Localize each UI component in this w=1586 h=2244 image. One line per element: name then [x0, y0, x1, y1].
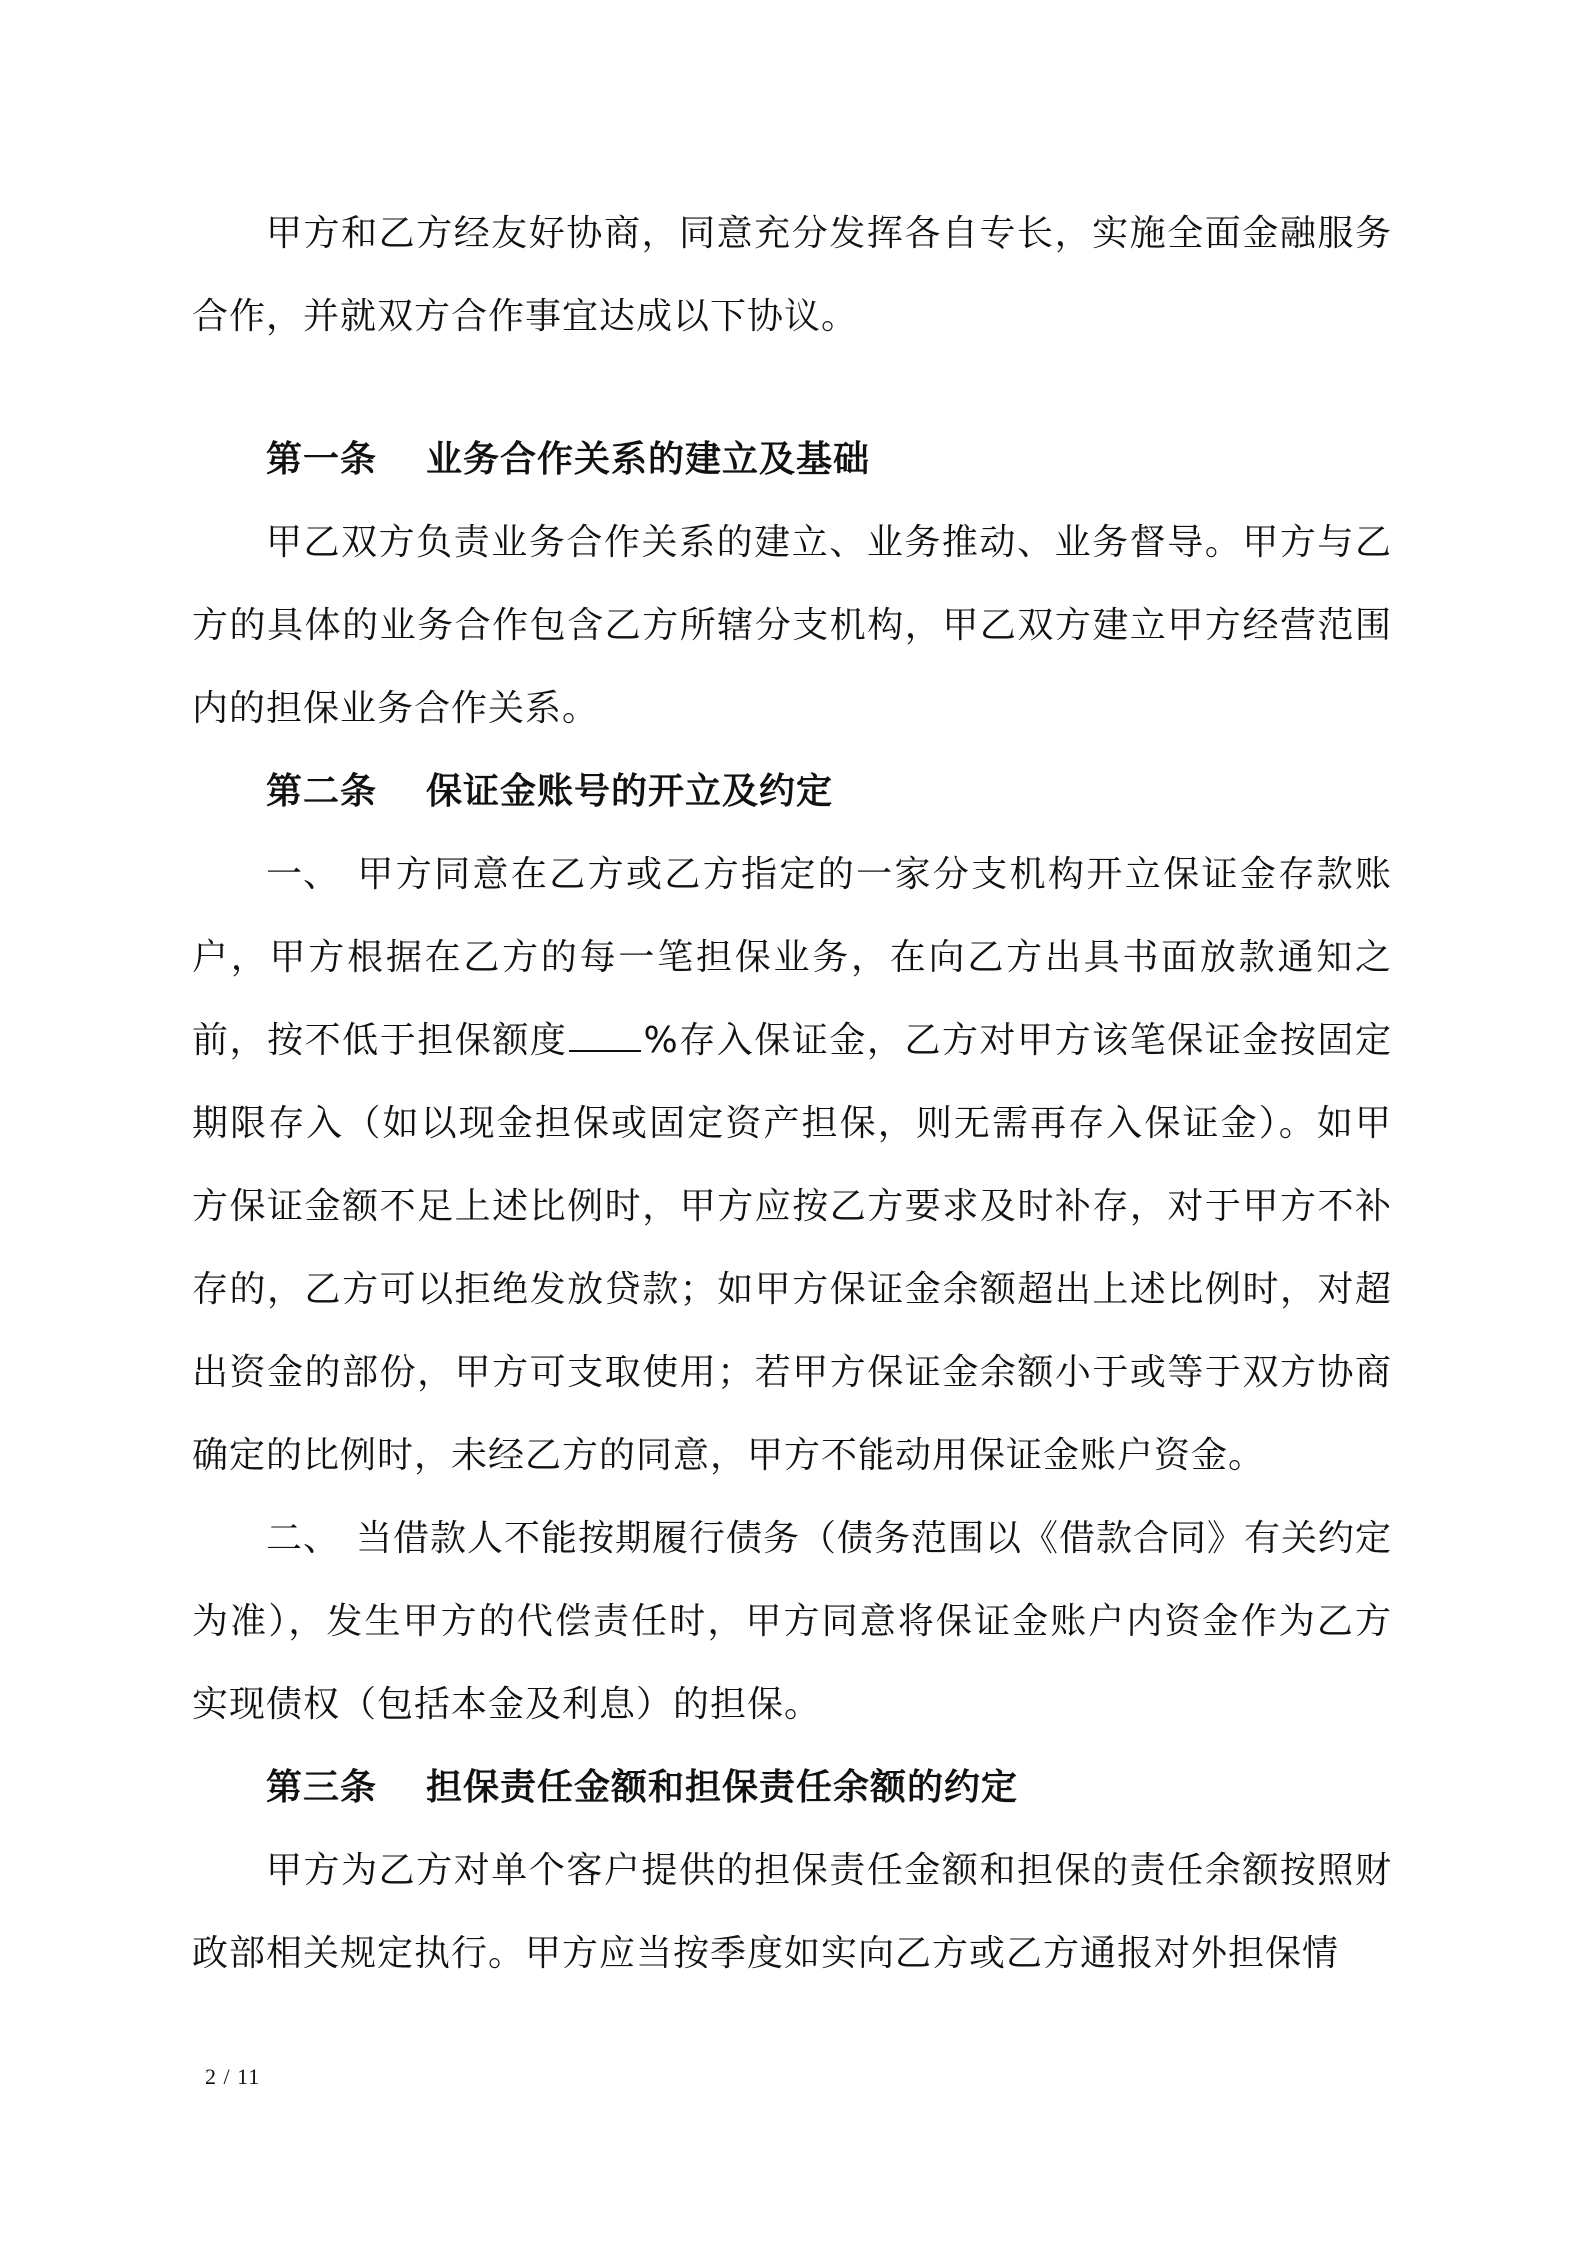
- article-2-item-2-label: 二、: [266, 1518, 341, 1559]
- article-1-title: 业务合作关系的建立及基础: [426, 439, 871, 480]
- document-body: [192, 192, 1392, 1995]
- article-2-item-1: [192, 833, 1392, 1497]
- article-2-title: 保证金账号的开立及约定: [426, 771, 834, 812]
- article-1-heading: [192, 418, 1392, 501]
- article-1-number: 第一条: [266, 439, 378, 480]
- article-2-item-1-text-after: %存入保证金，乙方对甲方该笔保证金按固定期限存入（如以现金担保或固定资产担保，则无需再存入保证金）。如甲方保证金额不足上述比例时，甲方应按乙方要求及时补存，对于甲方不补存的，乙方可以拒绝发放贷款；如甲方保证金余额超出上述比例时，对超出资金的部份，甲方可支取使用；若甲方保证金余额小于或等于双方协商确定的比例时，未经乙方的同意，甲方不能动用保证金账户资金。: [192, 1020, 1392, 1476]
- article-1-body: 甲乙双方负责业务合作关系的建立、业务推动、业务督导。甲方与乙方的具体的业务合作包含乙方所辖分支机构，甲乙双方建立甲方经营范围内的担保业务合作关系。: [192, 522, 1392, 729]
- section-spacer: [192, 358, 1392, 418]
- article-2-item-1-text-before: 甲方同意在乙方或乙方指定的一家分支机构开立保证金存款账户，甲方根据在乙方的每一笔担保业务，在向乙方出具书面放款通知之前，按不低于担保额度: [192, 854, 1392, 1061]
- article-3-title: 担保责任金额和担保责任余额的约定: [426, 1767, 1019, 1808]
- article-2-item-2: [192, 1497, 1392, 1746]
- percentage-blank-field: [569, 1020, 641, 1052]
- intro-paragraph: 甲方和乙方经友好协商，同意充分发挥各自专长，实施全面金融服务合作，并就双方合作事宜达成以下协议。: [192, 213, 1392, 337]
- article-3-number: 第三条: [266, 1767, 378, 1808]
- article-2-heading: [192, 750, 1392, 833]
- article-3-heading: [192, 1746, 1392, 1829]
- article-2-item-1-label: 一、: [266, 854, 341, 895]
- article-2-item-2-text: 当借款人不能按期履行债务（债务范围以《借款合同》有关约定为准），发生甲方的代偿责任时，甲方同意将保证金账户内资金作为乙方实现债权（包括本金及利息）的担保。: [192, 1518, 1393, 1725]
- article-2-number: 第二条: [266, 771, 378, 812]
- article-3-body: 甲方为乙方对单个客户提供的担保责任金额和担保的责任余额按照财政部相关规定执行。甲方应当按季度如实向乙方或乙方通报对外担保情: [192, 1850, 1392, 1974]
- page-number: 2 / 11: [205, 2064, 261, 2089]
